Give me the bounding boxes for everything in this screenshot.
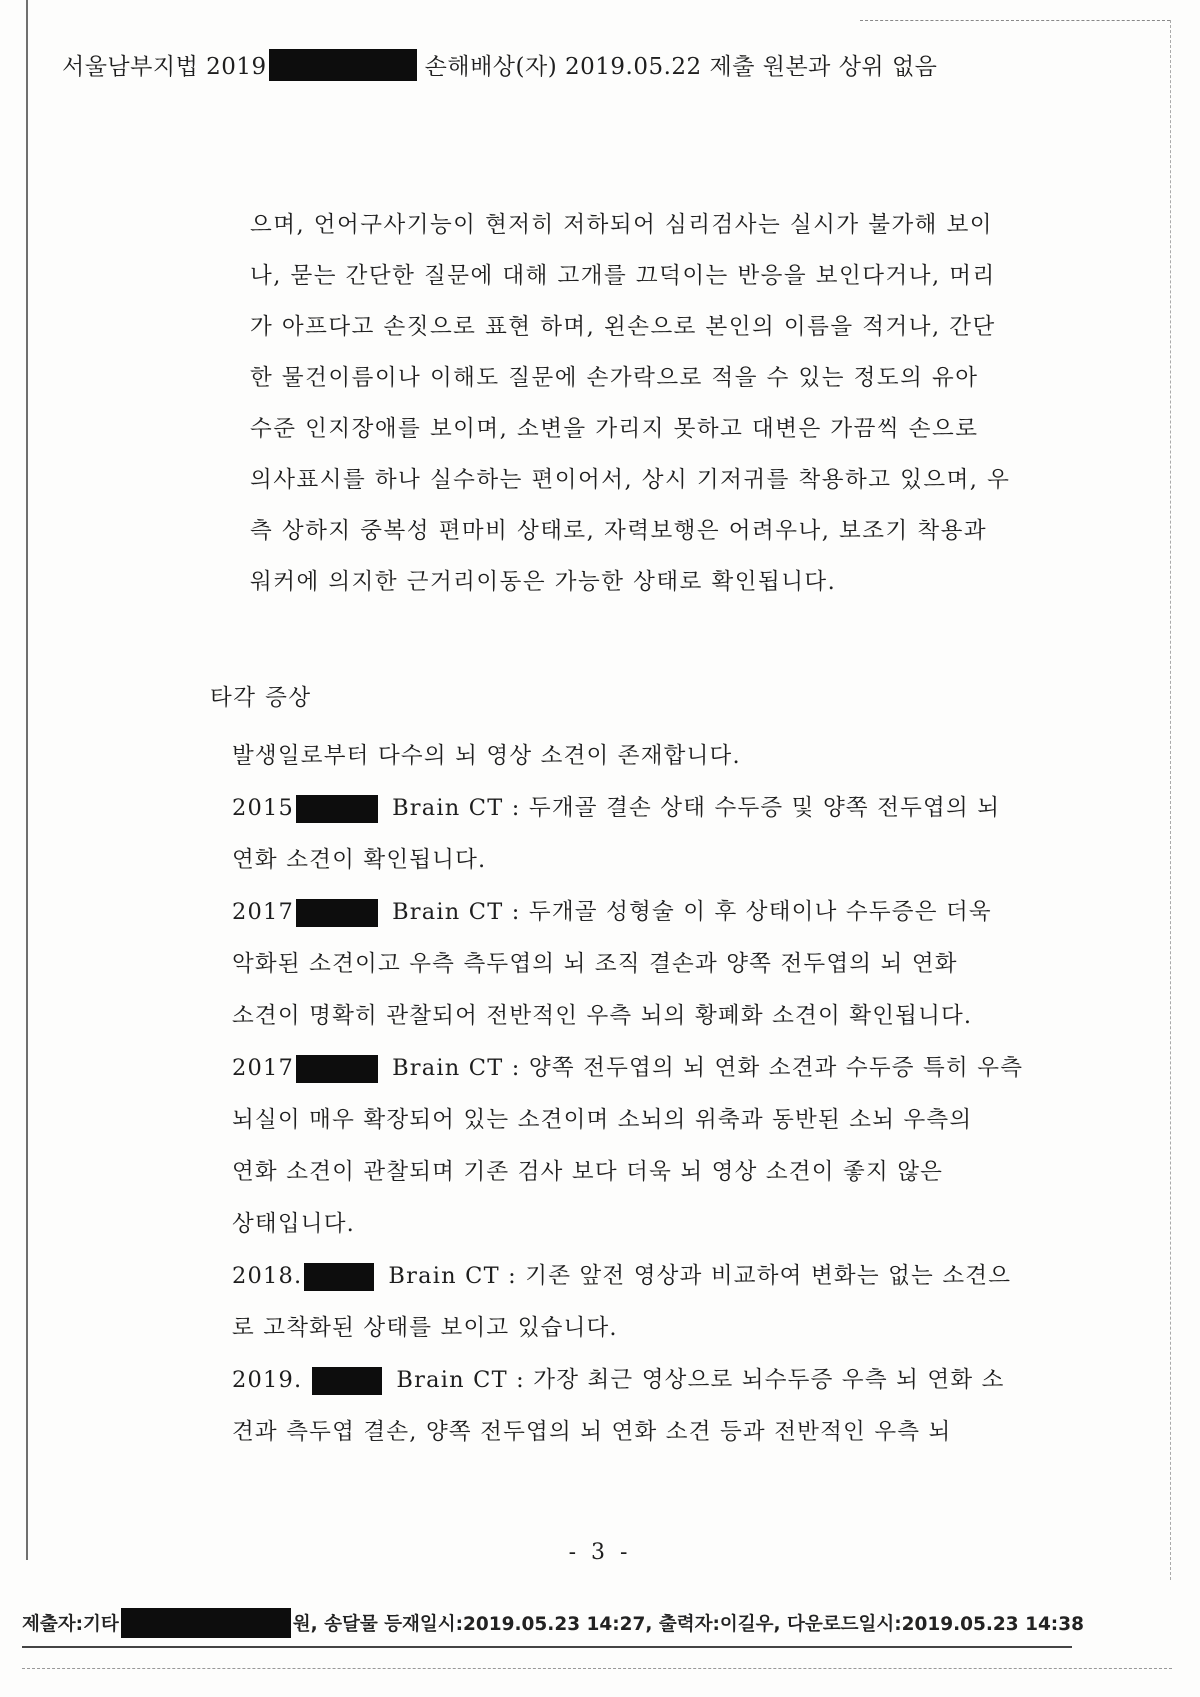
header-court: 서울남부지법 2019 bbox=[62, 54, 267, 80]
entry-first-line: Brain CT : 양쪽 전두엽의 뇌 연화 소견과 수두증 특히 우측 bbox=[392, 1055, 1024, 1081]
scan-top-edge bbox=[860, 20, 1170, 21]
redaction-box bbox=[304, 1263, 374, 1291]
text-line: 한 물건이름이나 이해도 질문에 손가락으로 적을 수 있는 정도의 유아 bbox=[250, 365, 979, 391]
footer-rule bbox=[22, 1646, 1072, 1648]
redaction-box bbox=[312, 1367, 382, 1395]
entry-2018 bbox=[232, 1250, 1023, 1302]
entry-2015 bbox=[232, 782, 1023, 834]
redaction-box bbox=[296, 1055, 378, 1083]
text-line: 가 아프다고 손짓으로 표현 하며, 왼손으로 본인의 이름을 적거나, 간단 bbox=[250, 314, 996, 340]
footer-submitter: 제출자:기타 bbox=[22, 1614, 119, 1635]
redaction-box bbox=[121, 1608, 291, 1638]
text-line: 소견이 명확히 관찰되어 전반적인 우측 뇌의 황폐화 소견이 확인됩니다. bbox=[232, 1003, 973, 1029]
scan-left-edge bbox=[26, 0, 28, 1560]
redaction-box bbox=[296, 795, 378, 823]
footer-details: 원, 송달물 등재일시:2019.05.23 14:27, 출력자:이길우, 다운로드일시:2019.05.23 14:38 bbox=[292, 1614, 1084, 1635]
entry-year: 2018. bbox=[232, 1263, 303, 1289]
redaction-box bbox=[296, 899, 378, 927]
paragraph-2 bbox=[232, 730, 1023, 1458]
text-line: 악화된 소견이고 우측 측두엽의 뇌 조직 결손과 양쪽 전두엽의 뇌 연화 bbox=[232, 951, 958, 977]
entry-year: 2017 bbox=[232, 1055, 295, 1081]
entry-year: 2019. bbox=[232, 1367, 303, 1393]
entry-year: 2017 bbox=[232, 899, 295, 925]
document-header bbox=[62, 48, 1062, 88]
text-line: 뇌실이 매우 확장되어 있는 소견이며 소뇌의 위축과 동반된 소뇌 우측의 bbox=[232, 1107, 973, 1133]
text-line: 으며, 언어구사기능이 현저히 저하되어 심리검사는 실시가 불가해 보이 bbox=[250, 212, 994, 238]
entry-first-line: Brain CT : 두개골 성형술 이 후 상태이나 수두증은 더욱 bbox=[392, 899, 992, 925]
text-line: 로 고착화된 상태를 보이고 있습니다. bbox=[232, 1315, 618, 1341]
scan-right-edge bbox=[1170, 20, 1171, 1580]
text-line: 의사표시를 하나 실수하는 편이어서, 상시 기저귀를 착용하고 있으며, 우 bbox=[250, 467, 1011, 493]
entry-2017-b bbox=[232, 1042, 1023, 1094]
entry-2019 bbox=[232, 1354, 1023, 1406]
text-line: 측 상하지 중복성 편마비 상태로, 자력보행은 어려우나, 보조기 착용과 bbox=[250, 518, 988, 544]
text-line: 연화 소견이 확인됩니다. bbox=[232, 847, 487, 873]
entry-first-line: Brain CT : 가장 최근 영상으로 뇌수두증 우측 뇌 연화 소 bbox=[396, 1367, 1005, 1393]
entry-2017-a bbox=[232, 886, 1023, 938]
text-line: 상태입니다. bbox=[232, 1211, 356, 1237]
text-line: 연화 소견이 관찰되며 기존 검사 보다 더욱 뇌 영상 소견이 좋지 않은 bbox=[232, 1159, 944, 1185]
text-line: 워커에 의지한 근거리이동은 가능한 상태로 확인됩니다. bbox=[250, 569, 837, 595]
text-line: 나, 묻는 간단한 질문에 대해 고개를 끄덕이는 반응을 보인다거나, 머리 bbox=[250, 263, 996, 289]
header-case-type: 손해배상(자) 2019.05.22 제출 원본과 상위 없음 bbox=[424, 54, 938, 80]
page-number: - 3 - bbox=[568, 1540, 632, 1565]
text-line: 견과 측두엽 결손, 양쪽 전두엽의 뇌 연화 소견 등과 전반적인 우측 뇌 bbox=[232, 1419, 952, 1445]
entry-year: 2015 bbox=[232, 795, 295, 821]
redaction-box bbox=[269, 49, 417, 81]
text-line: 수준 인지장애를 보이며, 소변을 가리지 못하고 대변은 가끔씩 손으로 bbox=[250, 416, 979, 442]
bottom-rule bbox=[22, 1668, 1172, 1669]
document-footer bbox=[22, 1608, 1182, 1644]
entry-first-line: Brain CT : 기존 앞전 영상과 비교하여 변화는 없는 소견으 bbox=[388, 1263, 1012, 1289]
section-heading: 타각 증상 bbox=[210, 685, 312, 711]
intro-line: 발생일로부터 다수의 뇌 영상 소견이 존재합니다. bbox=[232, 743, 741, 769]
paragraph-1 bbox=[250, 200, 1010, 608]
entry-first-line: Brain CT : 두개골 결손 상태 수두증 및 양쪽 전두엽의 뇌 bbox=[392, 795, 1001, 821]
